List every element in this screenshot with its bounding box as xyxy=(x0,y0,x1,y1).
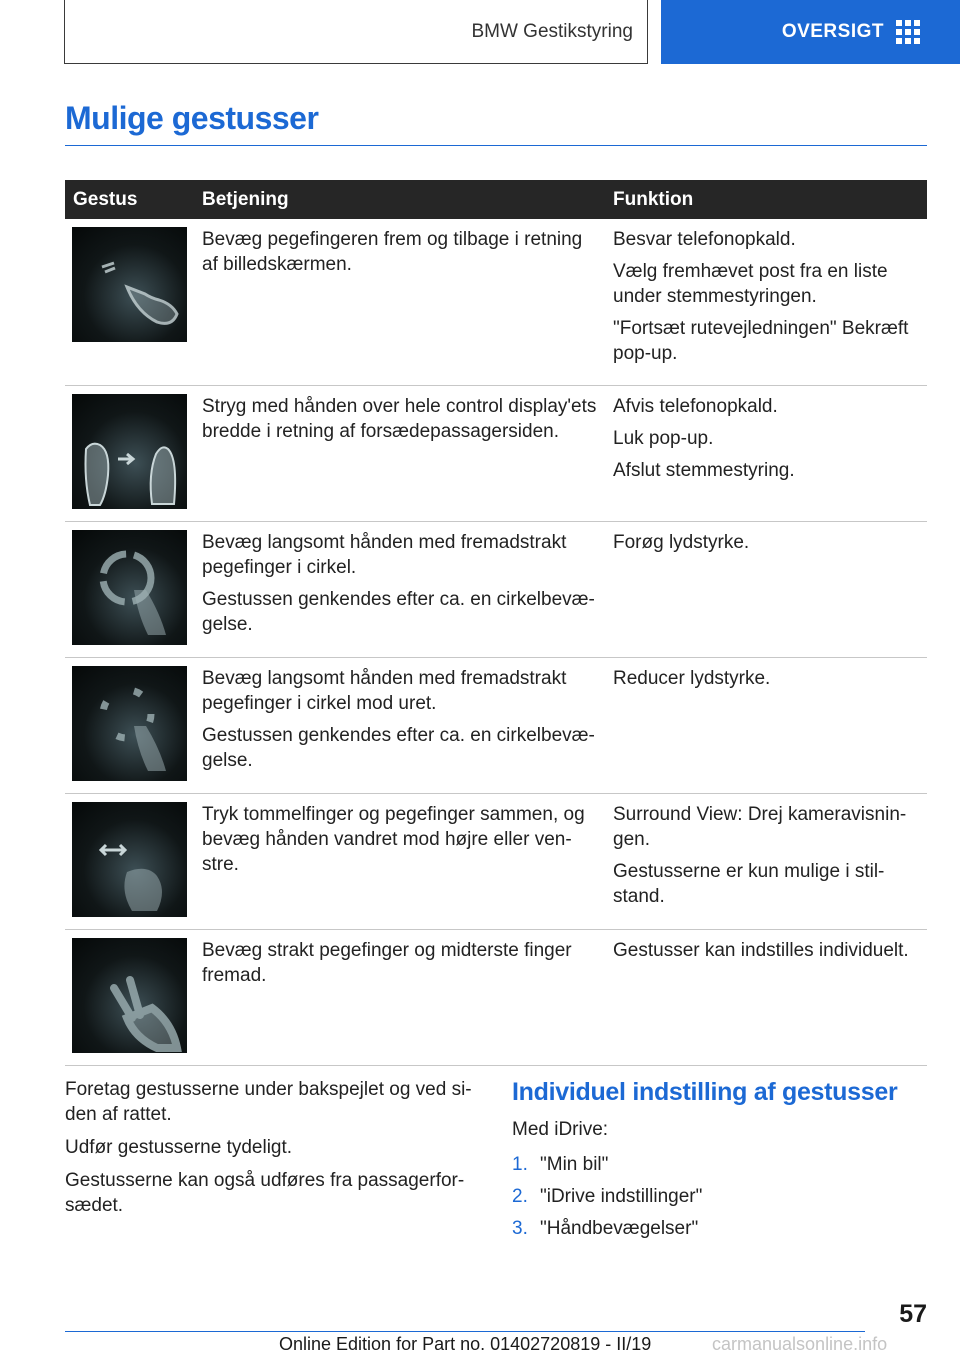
operation-text: Stryg med hånden over hele control display'ets bredde i retning af forsædepassagersiden. xyxy=(202,396,597,442)
function-text: Gestusserne er kun mulige i stil-stand. xyxy=(613,861,885,907)
table-row xyxy=(65,219,927,386)
page-number: 57 xyxy=(899,1300,927,1328)
operation-text: Gestussen genkendes efter ca. en cirkelbevæ-gelse. xyxy=(202,725,595,771)
operation-text: Bevæg langsomt hånden med fremadstrakt pegefinger i cirkel. xyxy=(202,532,567,578)
function-text: Vælg fremhævet post fra en liste under stemmestyringen. xyxy=(613,261,888,307)
column-header-gesture: Gestus xyxy=(65,180,194,219)
grid-menu-icon xyxy=(896,20,920,44)
operation-text: Gestussen genkendes efter ca. en cirkelbevæ-gelse. xyxy=(202,589,595,635)
step-number: 3. xyxy=(512,1218,528,1239)
operation-text: Bevæg langsomt hånden med fremadstrakt pegefinger i cirkel mod uret. xyxy=(202,668,567,714)
note-text: Udfør gestusserne tydeligt. xyxy=(65,1137,293,1158)
list-item xyxy=(512,1152,932,1177)
gesture-table xyxy=(65,180,927,1066)
list-item xyxy=(512,1184,932,1209)
title-divider xyxy=(65,145,927,146)
overview-label: OVERSIGT xyxy=(781,21,884,42)
function-text: Besvar telefonopkald. xyxy=(613,229,796,250)
table-row xyxy=(65,658,927,794)
table-row xyxy=(65,930,927,1066)
step-text: "Min bil" xyxy=(540,1154,609,1175)
table-row xyxy=(65,794,927,930)
individual-settings-section xyxy=(512,1077,932,1248)
footer-edition: Online Edition for Part no. 01402720819 - II/19 xyxy=(279,1334,652,1354)
step-text: "iDrive indstillinger" xyxy=(540,1186,703,1207)
footer-divider xyxy=(65,1331,865,1332)
column-header-function: Funktion xyxy=(605,180,927,219)
section-header-tab xyxy=(64,0,648,64)
operation-text: Bevæg pegefingeren frem og tilbage i retning af billedskærmen. xyxy=(202,229,583,275)
pinch-horizontal-icon xyxy=(72,802,187,917)
hand-swipe-icon xyxy=(72,394,187,509)
function-text: Reducer lydstyrke. xyxy=(613,668,771,689)
page-title: Mulige gestusser xyxy=(65,100,319,136)
operation-text: Tryk tommelfinger og pegefinger sammen, og bevæg hånden vandret mod højre eller ven-stre. xyxy=(202,804,585,875)
note-text: Foretag gestusserne under bakspejlet og ved si-den af rattet. xyxy=(65,1079,472,1125)
function-text: Luk pop-up. xyxy=(613,428,714,449)
table-header-row xyxy=(65,180,927,219)
step-number: 2. xyxy=(512,1186,528,1207)
table-row xyxy=(65,522,927,658)
function-text: Afvis telefonopkald. xyxy=(613,396,778,417)
function-text: Forøg lydstyrke. xyxy=(613,532,750,553)
overview-button[interactable] xyxy=(661,0,960,64)
step-text: "Håndbevægelser" xyxy=(540,1218,699,1239)
column-header-operation: Betjening xyxy=(194,180,605,219)
table-row xyxy=(65,386,927,522)
function-text: "Fortsæt rutevejledningen" Bekræft pop-up. xyxy=(613,318,909,364)
two-finger-forward-icon xyxy=(72,938,187,1053)
section-heading: Individuel indstilling af gestusser xyxy=(512,1078,898,1106)
function-text: Afslut stemmestyring. xyxy=(613,460,795,481)
circle-clockwise-icon xyxy=(72,530,187,645)
watermark: carmanualsonline.info xyxy=(712,1334,888,1354)
function-text: Surround View: Drej kameravisnin-gen. xyxy=(613,804,907,850)
note-text: Gestusserne kan også udføres fra passagerfor-sædet. xyxy=(65,1170,465,1216)
intro-text: Med iDrive: xyxy=(512,1119,609,1140)
finger-tap-forward-icon xyxy=(72,227,187,342)
section-title: BMW Gestikstyring xyxy=(471,20,633,42)
list-item xyxy=(512,1216,932,1241)
usage-notes xyxy=(65,1077,485,1226)
function-text: Gestusser kan indstilles individuelt. xyxy=(613,940,909,961)
step-number: 1. xyxy=(512,1154,528,1175)
steps-list xyxy=(512,1152,932,1241)
circle-counterclockwise-icon xyxy=(72,666,187,781)
operation-text: Bevæg strakt pegefinger og midterste finger fremad. xyxy=(202,940,572,986)
